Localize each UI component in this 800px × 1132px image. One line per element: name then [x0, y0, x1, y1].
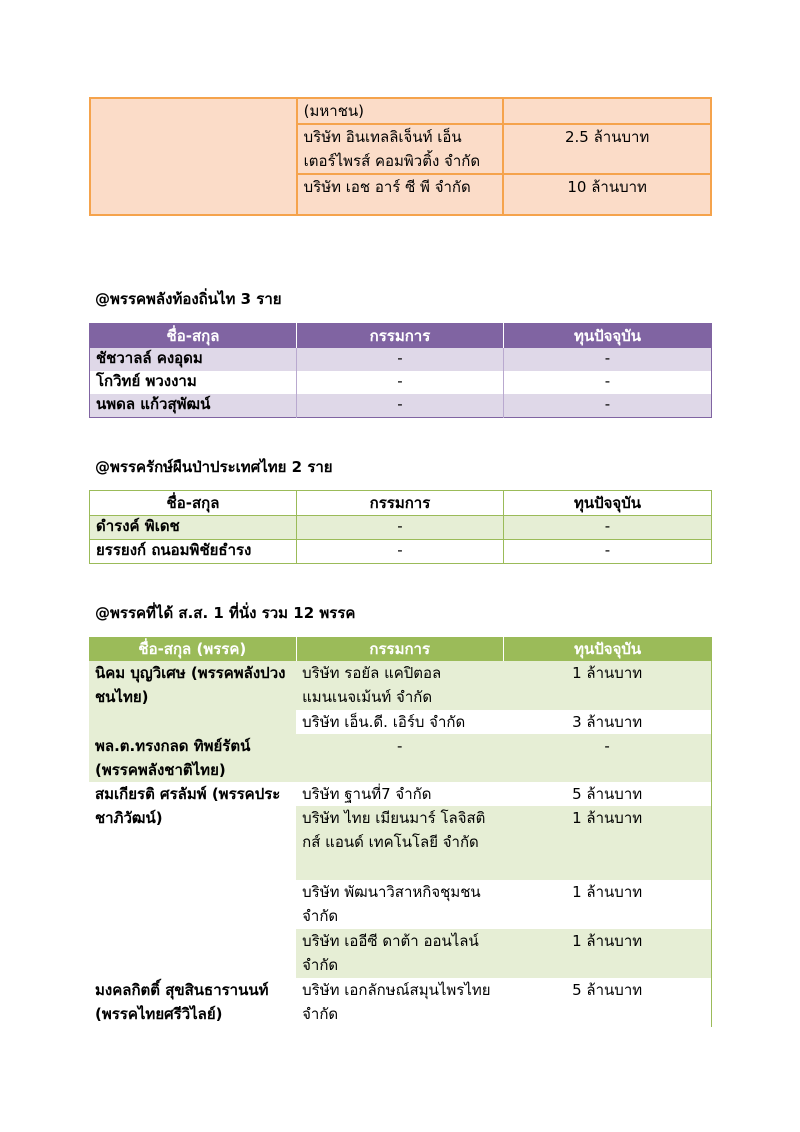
column-header: ชื่อ-สกุล: [90, 491, 297, 516]
table-cell: 5 ล้านบาท: [503, 978, 711, 1027]
table-cell: บริษัท ฐานที่7 จำกัด: [296, 782, 503, 806]
table-cell: -: [503, 348, 711, 371]
table-cell: บริษัท อินเทลลิเจ็นท์ เอ็น เตอร์ไพรส์ คอมพิวติ้ง จำกัด: [297, 124, 504, 174]
table-header-row: [89, 637, 712, 661]
table-row: [90, 516, 712, 540]
table-cell: -: [296, 734, 503, 782]
table-row: [89, 661, 712, 710]
table-cell: (มหาชน): [297, 98, 504, 124]
table-cell: พล.ต.ทรงกลด ทิพย์รัตน์ (พรรคพลังชาติไทย): [89, 734, 296, 782]
table-cell: -: [503, 394, 711, 418]
table-cell: บริษัท พัฒนาวิสาหกิจชุมชน จำกัด: [296, 880, 503, 929]
table-header-row: [90, 491, 712, 516]
table-cell: -: [296, 540, 503, 564]
table-cell: -: [296, 516, 503, 540]
party-table: [89, 490, 712, 564]
column-header: กรรมการ: [296, 491, 503, 516]
party-table: [89, 323, 712, 418]
table-row: [89, 782, 712, 806]
table-cell: -: [296, 348, 503, 371]
column-header: ทุนปัจจุบัน: [503, 637, 711, 661]
table-cell: บริษัท ไทย เมียนมาร์ โลจิสติกส์ แอนด์ เทคโนโลยี จำกัด: [296, 806, 503, 880]
table-cell: 10 ล้านบาท: [503, 174, 711, 215]
table-cell: 1 ล้านบาท: [503, 880, 711, 929]
column-header: กรรมการ: [296, 637, 503, 661]
table-cell: 3 ล้านบาท: [503, 710, 711, 734]
table-cell: 1 ล้านบาท: [503, 929, 711, 978]
table-cell: ยรรยงก์ ถนอมพิชัยธำรง: [90, 540, 297, 564]
table-row: [90, 540, 712, 564]
section-heading: @พรรครักษ์ผืนป่าประเทศไทย 2 ราย: [95, 458, 333, 476]
table-cell: -: [296, 394, 503, 418]
table-row: [90, 98, 711, 124]
table-cell: 5 ล้านบาท: [503, 782, 711, 806]
table-cell: นิคม บุญวิเศษ (พรรคพลังปวงชนไทย): [89, 661, 296, 734]
table-row: [89, 978, 712, 1027]
table-cell: โกวิทย์ พวงงาม: [90, 371, 297, 394]
table-cell: บริษัท เออีซี ดาต้า ออนไลน์ จำกัด: [296, 929, 503, 978]
table-cell: นพดล แก้วสุพัฒน์: [90, 394, 297, 418]
table-cell: -: [604, 372, 611, 390]
table-cell: ชัชวาลล์ คงอุดม: [90, 348, 297, 371]
table-row: [89, 734, 712, 782]
table-cell: 2.5 ล้านบาท: [503, 124, 711, 174]
table-cell: บริษัท เอกลักษณ์สมุนไพรไทย จำกัด: [296, 978, 503, 1027]
table-cell: บริษัท เอ็น.ดี. เอิร์บ จำกัด: [296, 710, 503, 734]
table-cell: [90, 98, 297, 215]
table-cell: มงคลกิตติ์ สุขสินธารานนท์ (พรรคไทยศรีวิไลย์): [89, 978, 296, 1027]
table-cell: 1 ล้านบาท: [503, 661, 711, 710]
table-cell: -: [503, 540, 711, 564]
table-cell: 1 ล้านบาท: [503, 806, 711, 880]
table-header-row: [90, 324, 712, 349]
company-table-continued: [89, 97, 712, 216]
section-heading: @พรรคที่ได้ ส.ส. 1 ที่นั่ง รวม 12 พรรค: [95, 604, 356, 622]
table-cell: บริษัท รอยัล แคปิตอล แมนเนจเม้นท์ จำกัด: [296, 661, 503, 710]
column-header: กรรมการ: [296, 324, 503, 349]
party-table: [89, 637, 712, 1027]
table-cell: บริษัท เอช อาร์ ซี พี จำกัด: [297, 174, 504, 215]
column-header: ทุนปัจจุบัน: [503, 324, 711, 349]
table-cell: [503, 98, 711, 124]
column-header: ทุนปัจจุบัน: [503, 491, 711, 516]
table-cell: -: [503, 734, 711, 782]
table-cell: สมเกียรติ ศรลัมพ์ (พรรคประชาภิวัฒน์): [89, 782, 296, 978]
section-heading: @พรรคพลังท้องถิ่นไท 3 ราย: [95, 290, 282, 308]
table-row: [90, 394, 712, 418]
table-cell: -: [296, 371, 503, 394]
table-row: [90, 348, 712, 371]
column-header: ชื่อ-สกุล: [90, 324, 297, 349]
column-header: ชื่อ-สกุล (พรรค): [89, 637, 296, 661]
table-cell: ดำรงค์ พิเดช: [90, 516, 297, 540]
table-cell: -: [503, 516, 711, 540]
table-row: [90, 371, 712, 394]
